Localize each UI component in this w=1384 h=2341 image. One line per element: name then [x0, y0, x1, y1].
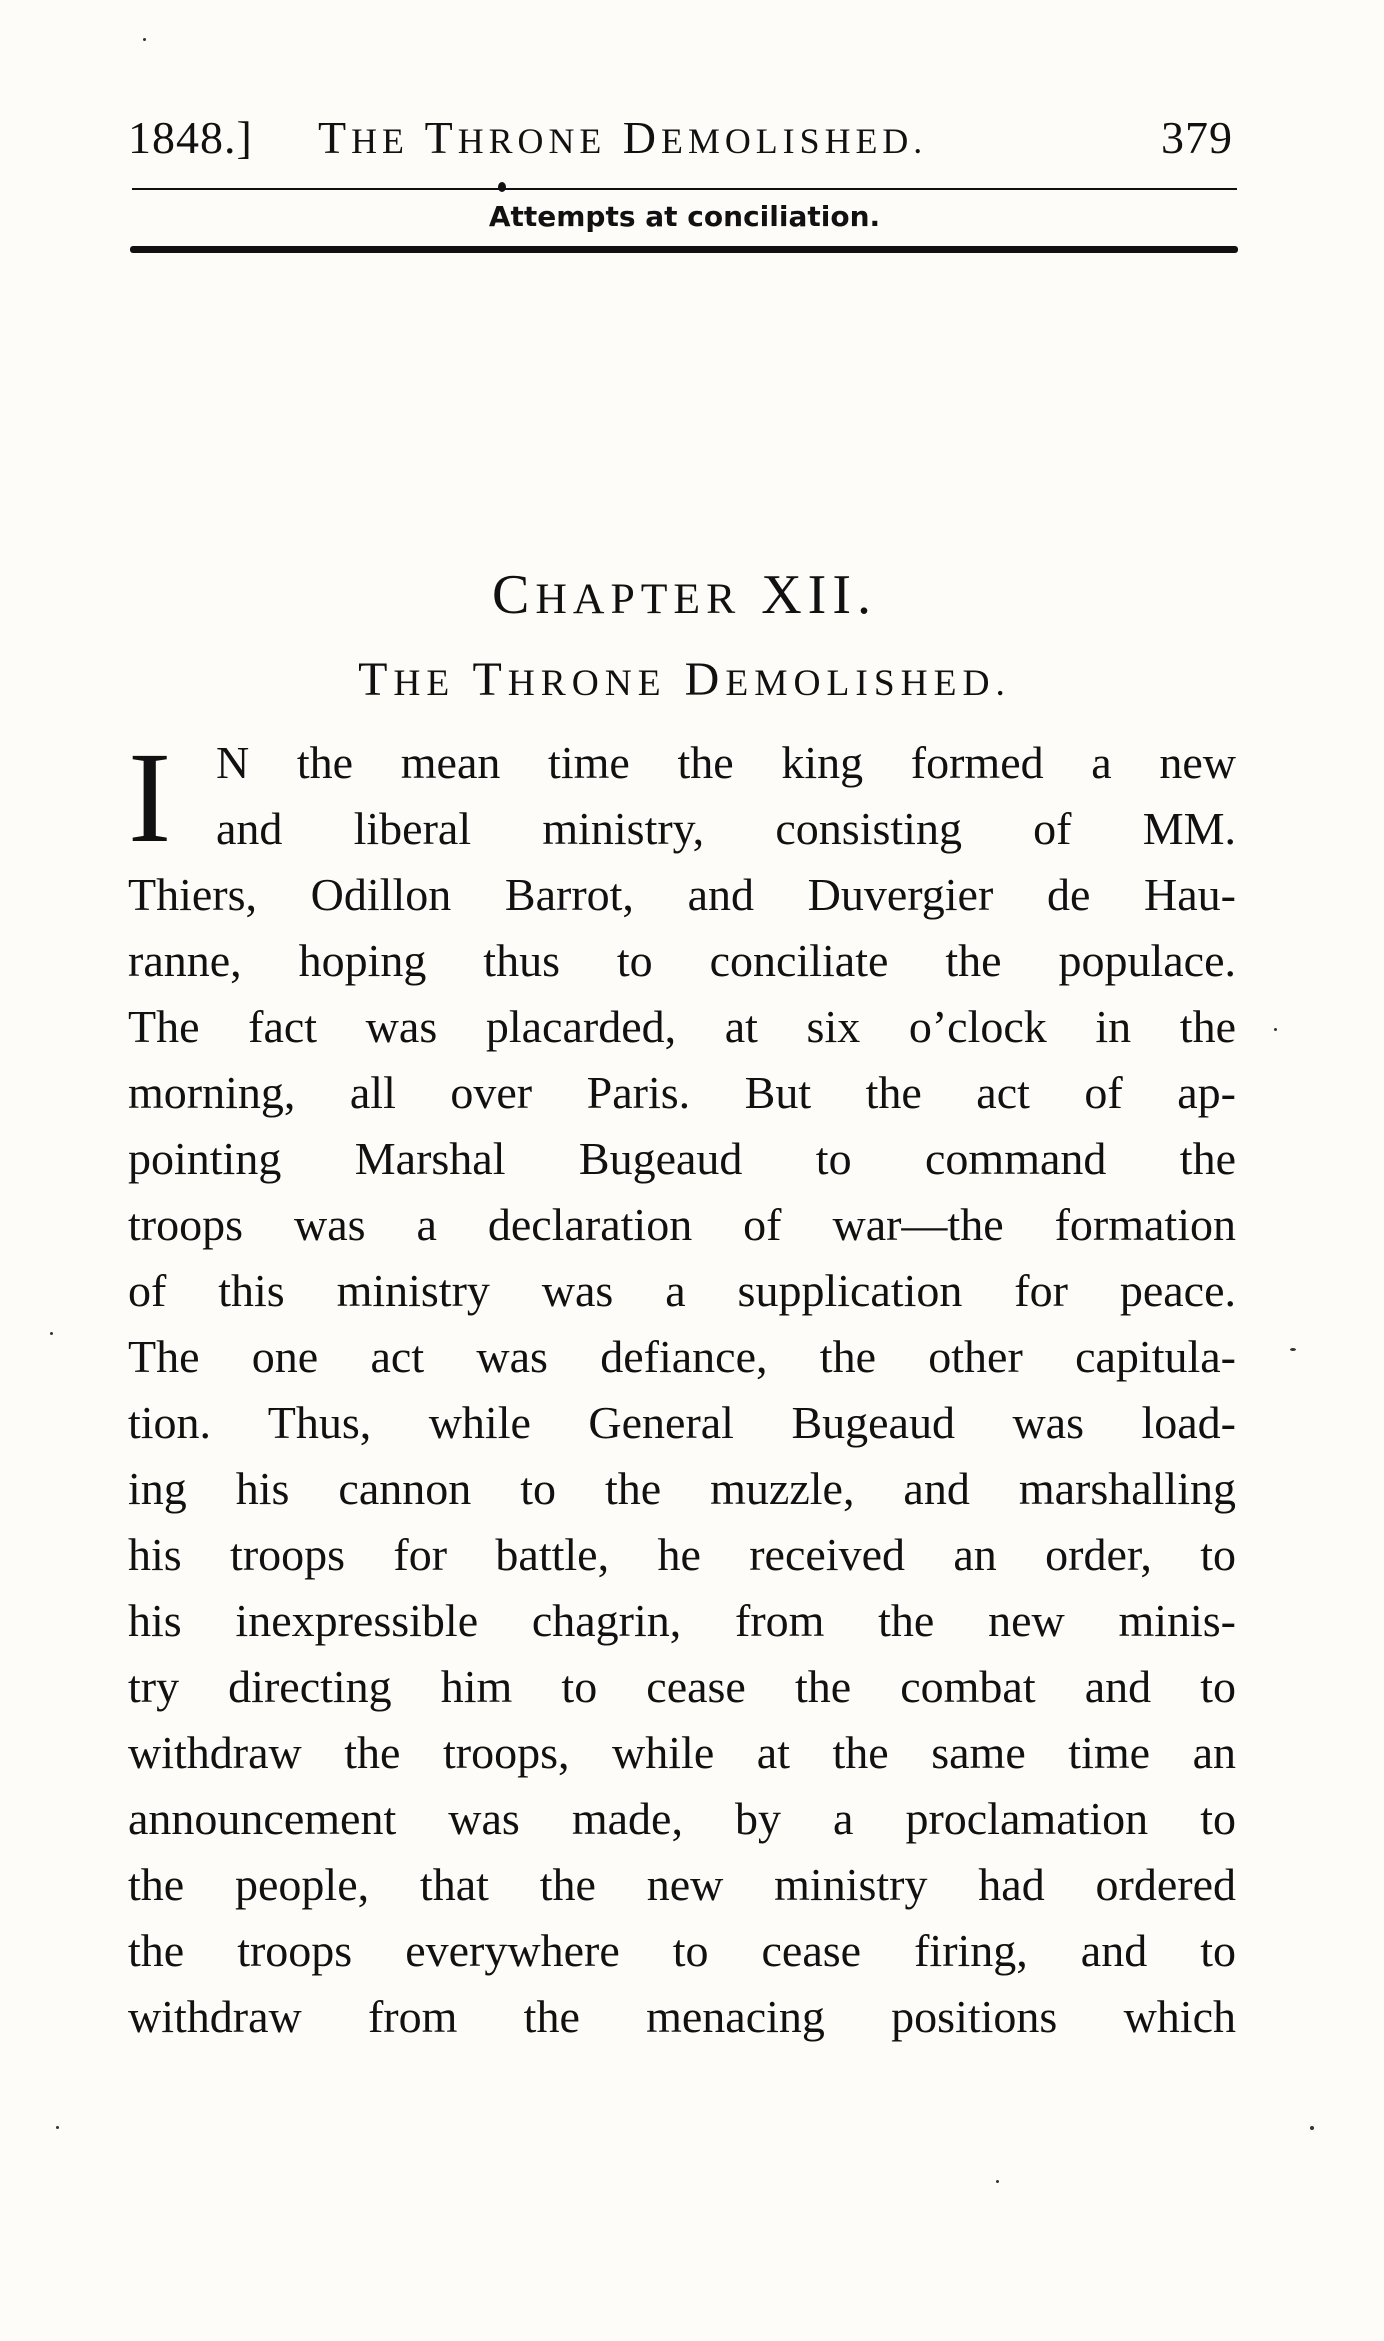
chapter-title [132, 648, 1237, 716]
header-title [318, 108, 927, 171]
text-line: morning, all over Paris. But the act of ap- [128, 1067, 1236, 1118]
scan-speck [1290, 1348, 1296, 1351]
text-line: withdraw from the menacing positions which [128, 1991, 1236, 2042]
chapter-title-word: THRONE [472, 653, 667, 706]
page-number: 379 [1161, 112, 1233, 163]
header-title-word: THRONE [424, 112, 607, 163]
scan-speck [50, 1332, 53, 1335]
section-subhead: Attempts at conciliation. [488, 200, 881, 233]
drop-cap: I [128, 726, 172, 870]
scan-speck [1274, 1028, 1277, 1031]
header-year: 1848.] [128, 112, 253, 163]
chapter-title-word: DEMOLISHED. [684, 653, 1011, 706]
text-line: tion. Thus, while General Bugeaud was load- [128, 1397, 1236, 1448]
text-line: pointing Marshal Bugeaud to command the [128, 1133, 1236, 1184]
text-line: troops was a declaration of war—the formation [128, 1199, 1236, 1250]
header-rule-thick [130, 246, 1238, 253]
scan-speck [143, 38, 146, 41]
text-line: of this ministry was a supplication for peace. [128, 1265, 1236, 1316]
header-title-word: THE [318, 112, 409, 163]
scan-speck [56, 2126, 59, 2129]
running-header [128, 108, 1233, 168]
text-line: ranne, hoping thus to conciliate the populace. [128, 935, 1236, 986]
text-line: try directing him to cease the combat and to [128, 1661, 1236, 1712]
scan-speck [996, 2180, 999, 2183]
chapter-title-word: THE [358, 653, 456, 706]
chapter-number: CHAPTER XII. [492, 564, 877, 626]
text-line: ing his cannon to the muzzle, and marshalling [128, 1463, 1236, 1514]
text-line: The one act was defiance, the other capitula- [128, 1331, 1236, 1382]
body-paragraph [128, 726, 1236, 2050]
text-line: The fact was placarded, at six o’clock in the [128, 1001, 1236, 1052]
scan-speck [1310, 2126, 1314, 2130]
header-rule-thin [132, 188, 1237, 190]
text-line: and liberal ministry, consisting of MM. [216, 803, 1236, 854]
text-line: N the mean time the king formed a new [216, 737, 1236, 788]
text-line: his inexpressible chagrin, from the new minis- [128, 1595, 1236, 1646]
text-line: Thiers, Odillon Barrot, and Duvergier de Hau- [128, 869, 1236, 920]
text-line: the people, that the new ministry had ordered [128, 1859, 1236, 1910]
header-title-word: DEMOLISHED. [622, 112, 928, 163]
text-line: the troops everywhere to cease firing, and to [128, 1925, 1236, 1976]
text-line: announcement was made, by a proclamation to [128, 1793, 1236, 1844]
header-rule-ornament [498, 182, 506, 192]
text-line: withdraw the troops, while at the same time an [128, 1727, 1236, 1778]
text-line: his troops for battle, he received an order, to [128, 1529, 1236, 1580]
